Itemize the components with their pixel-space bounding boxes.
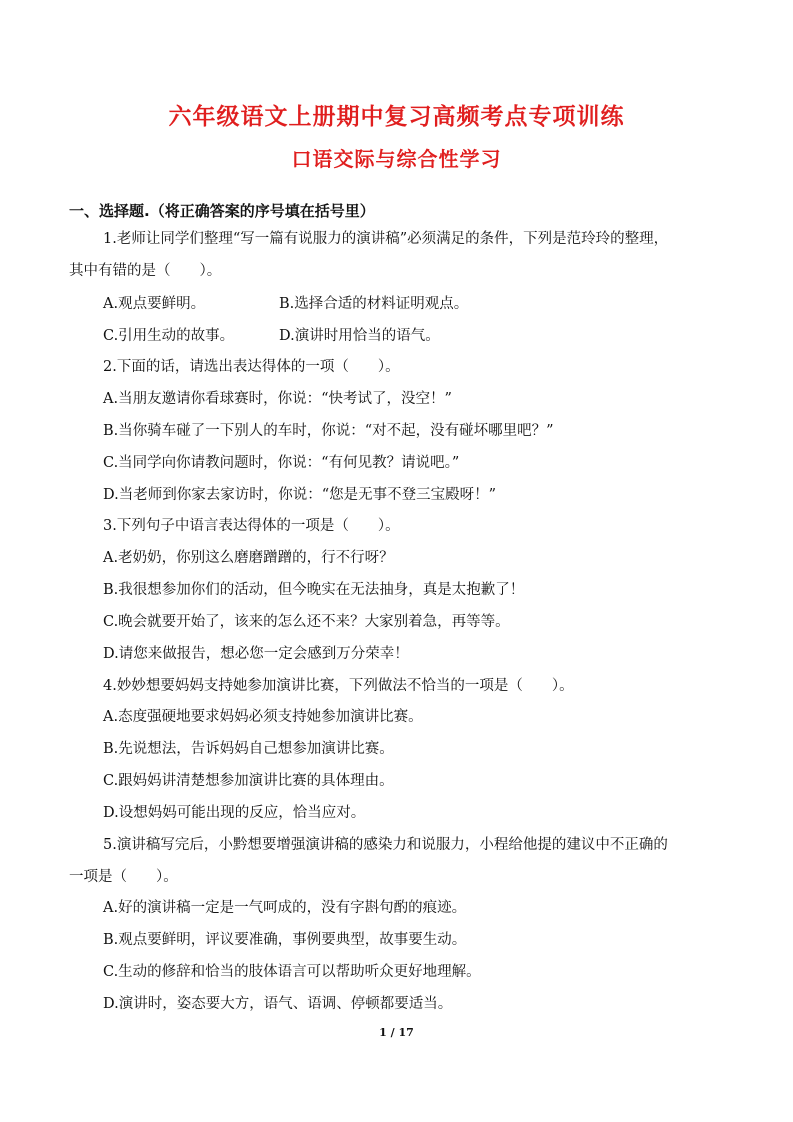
question-4-option-b: B.先说想法，告诉妈妈自己想参加演讲比赛。 xyxy=(103,741,394,757)
question-5-option-b: B.观点要鲜明，评议要准确，事例要典型，故事要生动。 xyxy=(103,932,467,948)
question-2-option-a: A.当朋友邀请你看球赛时，你说：“快考试了，没空！” xyxy=(103,391,452,407)
question-4-option-d: D.设想妈妈可能出现的反应，恰当应对。 xyxy=(103,805,366,821)
question-1-option-b: B.选择合适的材料证明观点。 xyxy=(279,296,469,312)
question-1-option-d: D.演讲时用恰当的语气。 xyxy=(279,328,440,344)
question-4-option-c: C.跟妈妈讲清楚想参加演讲比赛的具体理由。 xyxy=(103,773,394,789)
question-3-option-d: D.请您来做报告，想必您一定会感到万分荣幸！ xyxy=(103,646,409,662)
question-4-option-a: A.态度强硬地要求妈妈必须支持她参加演讲比赛。 xyxy=(103,709,423,725)
question-1-option-c: C.引用生动的故事。 xyxy=(103,328,235,344)
page-subtitle: 口语交际与综合性学习 xyxy=(291,147,502,171)
question-2-stem: 2.下面的话，请选出表达得体的一项（ ）。 xyxy=(103,359,400,375)
question-2-option-b: B.当你骑车碰了一下别人的车时，你说：“对不起，没有碰坏哪里吧？” xyxy=(103,423,554,439)
page-number: 1 / 17 xyxy=(379,1026,414,1039)
question-5-option-c: C.生动的修辞和恰当的肢体语言可以帮助听众更好地理解。 xyxy=(103,964,481,980)
question-4-stem: 4.妙妙想要妈妈支持她参加演讲比赛，下列做法不恰当的一项是（ ）。 xyxy=(103,678,574,694)
question-2-option-d: D.当老师到你家去家访时，你说：“您是无事不登三宝殿呀！” xyxy=(103,487,497,503)
question-1-stem-line1: 1.老师让同学们整理“写一篇有说服力的演讲稿”必须满足的条件，下列是范玲玲的整理， xyxy=(103,231,669,247)
question-5-option-d: D.演讲时，姿态要大方，语气、语调、停顿都要适当。 xyxy=(103,996,453,1012)
question-5-stem-line1: 5.演讲稿写完后，小黔想要增强演讲稿的感染力和说服力，小程给他提的建议中不正确的 xyxy=(103,837,668,853)
section-heading: 一、选择题.（将正确答案的序号填在括号里） xyxy=(69,202,375,220)
question-3-option-c: C.晚会就要开始了，该来的怎么还不来？大家别着急，再等等。 xyxy=(103,614,510,630)
question-1-stem-line2: 其中有错的是（ ）。 xyxy=(69,263,222,279)
question-3-option-a: A.老奶奶，你别这么磨磨蹭蹭的，行不行呀？ xyxy=(103,550,394,566)
question-5-option-a: A.好的演讲稿一定是一气呵成的，没有字斟句酌的痕迹。 xyxy=(103,900,467,916)
question-3-option-b: B.我很想参加你们的活动，但今晚实在无法抽身，真是太抱歉了！ xyxy=(103,582,525,598)
question-2-option-c: C.当同学向你请教问题时，你说：“有何见教？请说吧。” xyxy=(103,455,460,471)
page-title: 六年级语文上册期中复习高频考点专项训练 xyxy=(168,104,625,130)
question-5-stem-line2: 一项是（ ）。 xyxy=(69,869,178,885)
question-3-stem: 3.下列句子中语言表达得体的一项是（ ）。 xyxy=(103,518,400,534)
question-1-option-a: A.观点要鲜明。 xyxy=(103,296,206,312)
